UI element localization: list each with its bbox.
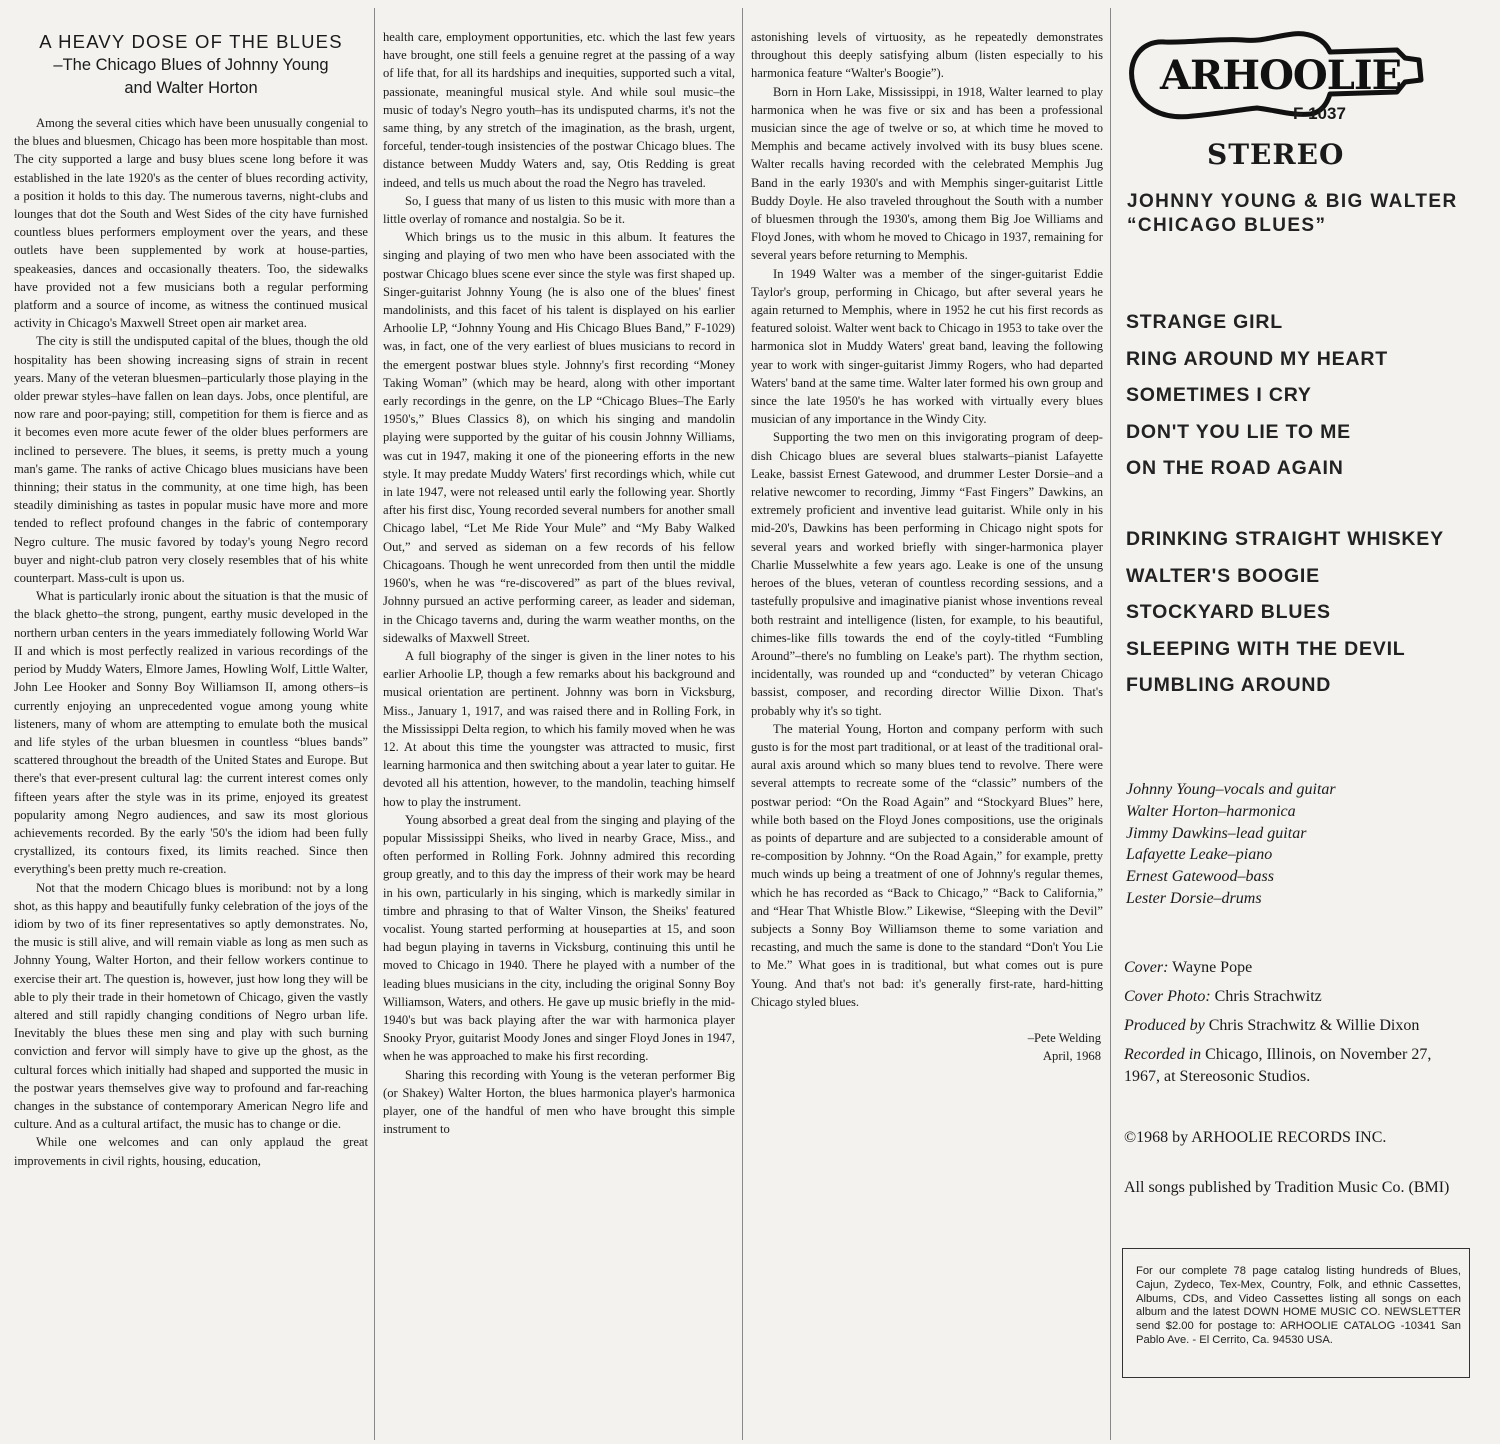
liner-notes-column-1 <box>14 22 368 1170</box>
personnel-entry: Jimmy Dawkins–lead guitar <box>1126 824 1307 842</box>
headline-subtitle-2: and Walter Horton <box>124 79 258 97</box>
credit-label: Produced by <box>1124 1017 1205 1034</box>
producer-credit <box>1124 1015 1419 1037</box>
paragraph: Sharing this recording with Young is the veteran performer Big (or Shakey) Walter Horton, the blues harmonica player's harmonica player, one of the handful of men who have brought this simple instrument to <box>383 1067 735 1137</box>
paragraph: While one welcomes and can only applaud the great improvements in civil rights, housing, education, <box>14 1135 368 1168</box>
track-title: WALTER'S BOOGIE <box>1126 564 1320 587</box>
album-title: “CHICAGO BLUES” <box>1127 215 1327 236</box>
stereo-label: STEREO <box>1207 138 1345 171</box>
cover-photo-credit <box>1124 986 1322 1008</box>
paragraph: Supporting the two men on this invigorating program of deep-dish Chicago blues are several blues stalwarts–pianist Lafayette Leake, bassist Ernest Gatewood, and drummer Lester Dorsie–and a relative newcomer to recording, Jimmy “Fast Fingers” Dawkins, an extremely proficient and inventive lead guitarist. While only in his mid-20's, Dawkins has been performing in Chicago night spots for several years and worked briefly with singer-harmonica player Charlie Musselwhite a few years ago. Leake is one of the unsung heroes of the blues, veteran of countless recording sessions, and a tastefully propulsive and imaginative pianist whose inventions reveal both restraint and intelligence (listen, for example, to his beautiful, chimes-like fills towards the end of the coyly-titled “Fumbling Around”–there's no fumbling on Leake's part). The rhythm section, incidentally, was rounded up and “conducted” by veteran Chicago bassist, composer, and recording director Willie Dixon. That's probably why it's so tight. <box>751 430 1103 718</box>
copyright-notice: ©1968 by ARHOOLIE RECORDS INC. <box>1124 1129 1387 1146</box>
author-signature <box>751 1029 1103 1065</box>
credit-value: Wayne Pope <box>1172 959 1253 976</box>
track-title: STRANGE GIRL <box>1126 311 1283 333</box>
credit-value: Chris Strachwitz <box>1214 988 1322 1005</box>
paragraph: Among the several cities which have been unusually congenial to the blues and bluesmen, Chicago has been more hospitable than most. The city supported a large and busy blues scene long before it was established in the late 1920's as the center of blues recording activity, a position it holds to this day. The numerous taverns, night-clubs and lounges that dot the South and West Sides of the city have furnished countless blues performers employment over the years, and these outlets have been supplemented by work at house-parties, speakeasies, dances and occasionally theaters. Too, the sidewalks have provided not a few musicians both a regular performing platform and a source of income, as witness the continued musical activity in Chicago's Maxwell Street open air market area. <box>14 116 368 331</box>
column-rule <box>374 8 375 1440</box>
track-title: DON'T YOU LIE TO ME <box>1126 420 1351 443</box>
credit-label: Recorded in <box>1124 1046 1202 1063</box>
paragraph: The city is still the undisputed capital of the blues, though the old hospitality has been showing increasing signs of strain in recent years. Many of the veteran bluesmen–particularly those playing in the older prewar styles–have fallen on lean days. Jobs, once plentiful, are now rare and poor-paying; still, competition for them is fierce and as it becomes even more acute fewer of the older blues performers are inclined to persevere. The blues, it seems, is pretty much a young man's game. The ranks of active Chicago blues musicians have been thinning; their status in the community, at one time high, has been steadily diminishing as tastes in popular music have more and more tended to reflect profound changes in the fabric of contemporary Negro culture. The music favored by today's young Negro record buyer and night-club patron very closely resembles that of his white counterpart. Mass-cult is upon us. <box>14 334 368 586</box>
catalog-offer-box <box>1122 1248 1470 1378</box>
cover-credit <box>1124 957 1252 979</box>
paragraph: Which brings us to the music in this album. It features the singing and playing of two men who have been associated with the postwar Chicago blues scene ever since the style was first shaped up. Singer-guitarist Johnny Young (he is also one of the blues' finest mandolinists, and this facet of his talent is displayed on his earlier Arhoolie LP, “Johnny Young and His Chicago Blues Band,” F-1029) was, in fact, one of the very earliest of blues musicians to record in the emergent postwar blues style. Johnny's first recording “Money Taking Woman” (which may be heard, along with other important early recordings in the genre, on the LP “Chicago Blues–The Early 1950's,” Blues Classics 8), on which his singing and mandolin playing were supported by the guitar of his cousin Johnny Williams, was cut in 1947, making it one of the pioneering efforts in the new style. It may predate Muddy Waters' first recordings which, while cut in late 1947, were not released until early the following year. Shortly after his first disc, Young recorded several numbers for another small Chicago label, “Let Me Ride Your Mule” and “My Baby Walked Out,” and served as sideman on a few records of his fellow Chicagoans. Though he went unrecorded from then until the middle 1960's, when he was “re-discovered” as part of the blues revival, Johnny pursued an active performing career, as leader and sideman, in the Chicago taverns and, during the warm weather months, on the sidewalks of Maxwell Street. <box>383 230 735 645</box>
liner-notes-column-2 <box>383 28 735 1138</box>
author-name: –Pete Welding <box>1027 1030 1101 1045</box>
paragraph: health care, employment opportunities, etc. which the last few years have brought, one still feels a genuine regret at the passing of a way of life that, for all its hardships and inequities, supported such a vital, passionate, meaningful musical style. And while soul music–the music of today's Negro youth–has its undisputed charms, it's not the same thing, by any stretch of the imagination, as the brash, urgent, forceful, tender-tough insistencies of the postwar Chicago blues. The distance between Muddy Waters and, say, Otis Redding is great indeed, and tells us much about the road the Negro has traveled. <box>383 30 735 190</box>
publisher-notice: All songs published by Tradition Music Co. (BMI) <box>1124 1179 1450 1196</box>
signature-date: April, 1968 <box>1042 1049 1101 1064</box>
personnel-entry: Ernest Gatewood–bass <box>1126 868 1274 886</box>
headline-title: A HEAVY DOSE OF THE BLUES <box>39 31 343 52</box>
column-rule <box>742 8 743 1440</box>
catalog-number: F 1037 <box>1293 104 1346 123</box>
album-artist-title <box>1127 190 1458 238</box>
personnel-list <box>1126 779 1336 910</box>
paragraph: astonishing levels of virtuosity, as he repeatedly demonstrates throughout this deeply satisfying album (listen especially to his harmonica feature “Walter's Boogie”). <box>751 30 1103 81</box>
catalog-offer-text: For our complete 78 page catalog listing hundreds of Blues, Cajun, Zydeco, Tex-Mex, Country, Folk, and ethnic Cassettes, Albums, CDs, and Video Cassettes listing all songs on each album and the latest DOWN HOME MUSIC CO. NEWSLETTER send $2.00 for postage to: ARHOOLIE CATALOG -10341 San Pablo Ave. - El Cerrito, Ca. 94530 USA. <box>1136 1265 1461 1346</box>
track-title: STOCKYARD BLUES <box>1126 601 1331 624</box>
credit-value: Chicago, Illinois, on November 27, <box>1205 1046 1432 1063</box>
artist-name: JOHNNY YOUNG & BIG WALTER <box>1127 191 1458 212</box>
credit-label: Cover Photo: <box>1124 988 1211 1005</box>
personnel-entry: Johnny Young–vocals and guitar <box>1126 781 1336 798</box>
paragraph: In 1949 Walter was a member of the singer-guitarist Eddie Taylor's group, performing in Chicago, but after several years he again returned to Memphis, where in 1952 he cut his first records as featured soloist. Walter went back to Chicago in 1953 to take over the harmonica slot in Muddy Waters' great band, leaving the following year to work with singer-guitarist Jimmy Rogers, who had departed Waters' band at the same time. Walter later formed his own group and since the late 1950's he has worked with virtually every blues musician of any importance in the Windy City. <box>751 266 1103 427</box>
track-title: SLEEPING WITH THE DEVIL <box>1126 637 1406 660</box>
logo-text: ARHOOLIE <box>1160 52 1402 99</box>
paragraph: So, I guess that many of us listen to this music with more than a little overlay of romance and nostalgia. So be it. <box>383 193 735 227</box>
credit-value: Chris Strachwitz & Willie Dixon <box>1208 1017 1420 1034</box>
arhoolie-guitar-logo <box>1125 22 1425 132</box>
column-rule <box>1110 8 1111 1440</box>
article-headline <box>14 30 368 100</box>
tracklist-side-2 <box>1126 521 1444 704</box>
recording-credit <box>1124 1044 1431 1088</box>
track-title: SOMETIMES I CRY <box>1126 384 1312 407</box>
paragraph: Not that the modern Chicago blues is moribund: not by a long shot, as this happy and beautifully funky celebration of the joys of the idiom by two of its finer representatives so aptly demonstrates. No, the music is still alive, and will remain viable as long as men such as Johnny Young, Walter Horton, and their fellow workers continue to exercise their art. The question is, however, just how long they will be able to ply their trade in their hometown of Chicago, given the vastly altered and still rapidly changing conditions of Negro urban life. Inevitably the blues these men sing and play with such burning conviction and fervor will simply have to give up the ghost, as the cultural forces which initially had shaped and supported the music in the postwar years themselves give way to profound and far-reaching changes in the substance of contemporary American Negro life and culture. And as a cultural artifact, the music has to change or die. <box>14 880 368 1132</box>
track-title: RING AROUND MY HEART <box>1126 347 1388 370</box>
headline-subtitle: –The Chicago Blues of Johnny Young <box>53 56 329 74</box>
personnel-entry: Walter Horton–harmonica <box>1126 802 1296 820</box>
tracklist-side-1 <box>1126 304 1388 487</box>
album-info-panel <box>1115 0 1500 1444</box>
liner-notes-column-3 <box>751 28 1103 1065</box>
track-title: FUMBLING AROUND <box>1126 674 1332 697</box>
track-title: ON THE ROAD AGAIN <box>1126 457 1344 480</box>
personnel-entry: Lafayette Leake–piano <box>1126 846 1273 864</box>
paragraph: A full biography of the singer is given in the liner notes to his earlier Arhoolie LP, though a few remarks about his background and musical orientation are pertinent. Johnny was born in Vicksburg, Miss., January 1, 1917, and was raised there and in Rolling Fork, in the Mississippi Delta region, to which his family moved when he was 12. At about this time the youngster was attracted to music, first learning harmonica and then switching about a year later to guitar. He devoted all his attention, however, to the mandolin, teaching himself how to play the instrument. <box>383 648 735 809</box>
personnel-entry: Lester Dorsie–drums <box>1126 889 1262 907</box>
track-title: DRINKING STRAIGHT WHISKEY <box>1126 528 1444 550</box>
paragraph: Young absorbed a great deal from the singing and playing of the popular Mississippi Sheiks, who lived in nearby Grace, Miss., and often performed in Rolling Fork. Johnny admired this recording group greatly, and to this day the impress of their work may be heard in his own, particularly in his singing, which is markedly similar in timbre and phrasing to that of Walter Vinson, the Sheiks' featured vocalist. Young started performing at houseparties at 15, and soon had begun playing in taverns in Vicksburg, continuing this until he moved to Chicago in 1940. There he played with a number of the leading blues musicians in the city, including the original Sonny Boy Williamson, Waters, and others. He gave up music briefly in the mid-1940's but was back playing after the war with harmonica player Snooky Pryor, guitarist Moody Jones and singer Floyd Jones in 1947, when he was approached to make his first recording. <box>383 812 735 1064</box>
credit-label: Cover: <box>1124 959 1169 976</box>
paragraph: Born in Horn Lake, Mississippi, in 1918, Walter learned to play harmonica when he was five or six and has been a professional musician since the age of twelve or so, at which time he moved to Memphis and became actively involved with its busy blues scene. Walter recalls having recorded with the celebrated Memphis Jug Band in the early 1930's and with Memphis singer-guitarist Little Buddy Doyle. He also traveled throughout the South with a number of bluesmen through the 1930's, among them Big Joe Williams and Floyd Jones, with whom he moved to Chicago in 1937, remaining for several years before returning to Memphis. <box>751 84 1103 263</box>
paragraph: What is particularly ironic about the situation is that the music of the black ghetto–the strong, pungent, earthy music developed in the northern urban centers in the years immediately following World War II and which is most perfectly realized in various recordings of the period by Muddy Waters, Elmore James, Howling Wolf, Little Walter, John Lee Hooker and Sonny Boy Williamson II, among others–is currently enjoying an unprecedented vogue among young white listeners, many of whom are attempting to emulate both the musical and life styles of the urban bluesmen in countless “blues bands” scattered throughout the breadth of the United States and Europe. But there's that ever-present cultural lag: the current interest comes only fifteen years after the style was in its prime, enjoyed its greatest popularity among Negro audiences, and saw its most glorious achievements recorded. By the early '50's the idiom had been fully crystallized, its contours fixed, its limits reached. Since then everything's been pretty much re-creation. <box>14 589 368 877</box>
paragraph: The material Young, Horton and company perform with such gusto is for the most part traditional, or at least of the traditional oral-aural axis around which so many blues tend to revolve. There were several attempts to recreate some of the “classic” numbers of the postwar period: “On the Road Again” and “Stockyard Blues” here, while both based on the Floyd Jones compositions, use the originals as points of departure and are subjected to a considerable amount of re-composition by Johnny. “On the Road Again,” for example, pretty much winds up being a treatment of one of Johnny's regular themes, which he has recorded as “Back to Chicago,” “Back to California,” and “Hear That Whistle Blow.” Likewise, “Sleeping with the Devil” subjects a Sonny Boy Williamson theme to some variation and recasting, and much the same is done to the standard “Don't You Lie to Me.” What goes in is traditional, but what comes out is pure Young. And that's not bad: it's generally first-rate, hard-hitting Chicago styled blues. <box>751 721 1103 1009</box>
credit-value: 1967, at Stereosonic Studios. <box>1124 1068 1311 1085</box>
